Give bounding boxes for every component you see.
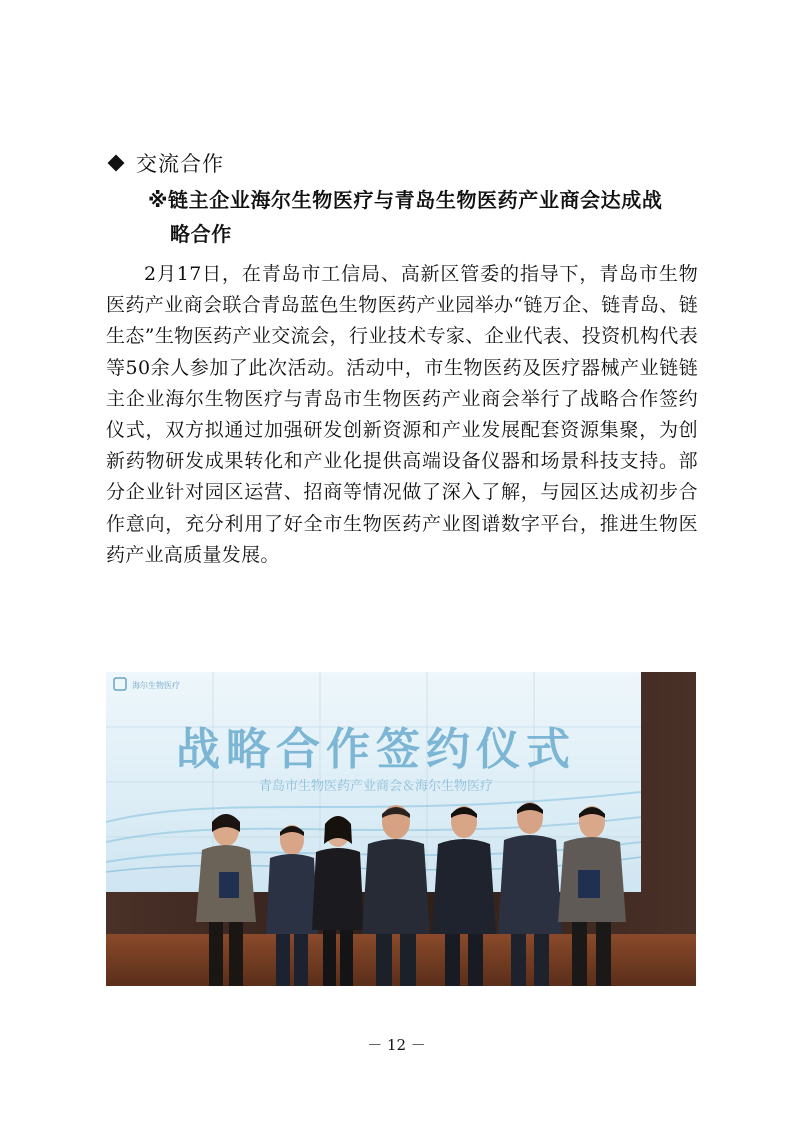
page-number: － 12 － (367, 1036, 426, 1054)
article-body (106, 259, 698, 571)
article-heading-line2: 略合作 (170, 222, 232, 246)
article-heading-line1: ※链主企业海尔生物医疗与青岛生物医药产业商会达成战 (148, 188, 663, 212)
article-heading (148, 183, 708, 251)
section-title: 交流合作 (136, 152, 224, 176)
article-paragraph: 2月17日，在青岛市工信局、高新区管委的指导下，青岛市生物医药产业商会联合青岛蓝色生物医药产业园举办“链万企、链青岛、链生态”生物医药产业交流会，行业技术专家、企业代表、投资机构代表等50余人参加了此次活动。活动中，市生物医药及医疗器械产业链链主企业海尔生物医疗与青岛市生物医药产业商会举行了战略合作签约仪式，双方拟通过加强研发创新资源和产业发展配套资源集聚，为创新药物研发成果转化和产业化提供高端设备仪器和场景科技支持。部分企业针对园区运营、招商等情况做了深入了解，与园区达成初步合作意向，充分利用了好全市生物医药产业图谱数字平台，推进生物医药产业高质量发展。 (106, 263, 698, 566)
section-heading (106, 146, 224, 180)
screen-subtitle: 青岛市生物医药产业商会＆海尔生物医疗 (258, 779, 494, 794)
screen-title: 战略合作签约仪式 (176, 724, 576, 775)
screen-logo-text: 海尔生物医疗 (132, 681, 180, 690)
signing-ceremony-photo (106, 672, 696, 986)
diamond-bullet-icon (108, 155, 125, 172)
